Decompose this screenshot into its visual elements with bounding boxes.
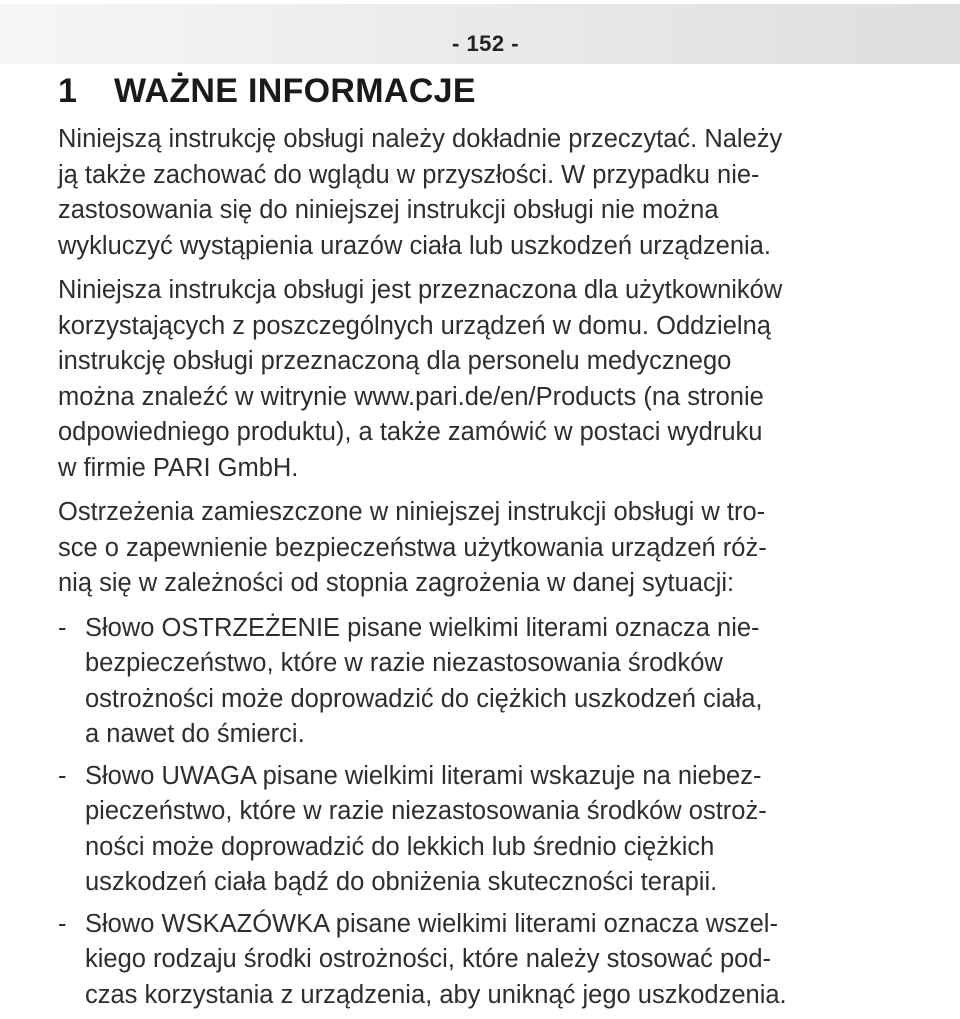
section-heading [58, 72, 476, 111]
text-line: można znaleźć w witrynie www.pari.de/en/Products (na stronie [58, 382, 764, 411]
section-title: WAŻNE INFORMACJE [114, 72, 476, 110]
list-item-wskazowka [58, 907, 938, 1014]
text-line: pieczeństwo, które w razie niezastosowania środków ostroż- [85, 797, 767, 825]
text-line: kiego rodzaju środki ostrożności, które należy stosować pod- [85, 945, 771, 973]
text-line: zastosowania się do niniejszej instrukcji obsługi nie można [58, 196, 719, 224]
text-line: w firmie PARI GmbH. [58, 453, 299, 482]
list-bullet: - [58, 761, 67, 790]
text-line: Ostrzeżenia zamieszczone w niniejszej instrukcji obsługi w tro- [58, 498, 766, 526]
page-number: - 152 - [452, 31, 520, 56]
text-line: wykluczyć wystąpienia urazów ciała lub uszkodzeń urządzenia. [58, 231, 771, 260]
list-item-uwaga [58, 759, 938, 901]
text-line: korzystających z poszczególnych urządzeń w domu. Oddzielną [58, 311, 771, 340]
list-bullet: - [58, 613, 67, 642]
text-line: a nawet do śmierci. [85, 720, 305, 748]
text-line: czas korzystania z urządzenia, aby uniknąć jego uszkodzenia. [85, 980, 787, 1009]
text-line: ności może doprowadzić do lekkich lub średnio ciężkich [85, 832, 715, 861]
text-line: ją także zachować do wglądu w przyszłości. W przypadku nie- [58, 160, 760, 189]
text-line: Słowo OSTRZEŻENIE pisane wielkimi literami oznacza nie- [85, 613, 760, 642]
paragraph-intro [58, 122, 938, 264]
text-line: Słowo UWAGA pisane wielkimi literami wskazuje na niebez- [85, 761, 762, 790]
text-line: nią się w zależności od stopnia zagrożenia w danej sytuacji: [58, 569, 735, 597]
text-line: ostrożności może doprowadzić do ciężkich uszkodzeń ciała, [85, 684, 763, 713]
text-line: odpowiedniego produktu), a także zamówić w postaci wydruku [58, 418, 763, 446]
text-line: bezpieczeństwo, które w razie niezastosowania środków [85, 649, 723, 677]
paragraph-audience [58, 273, 938, 486]
list-item-ostrzezenie [58, 611, 938, 753]
text-line: sce o zapewnienie bezpieczeństwa użytkowania urządzeń róż- [58, 533, 767, 562]
text-line: Niniejszą instrukcję obsługi należy dokładnie przeczytać. Należy [58, 125, 783, 153]
paragraph-warnings-intro [58, 495, 938, 602]
text-line: instrukcję obsługi przeznaczoną dla personelu medycznego [58, 347, 732, 375]
section-number: 1 [58, 72, 78, 110]
text-line: Niniejsza instrukcja obsługi jest przeznaczona dla użytkowników [58, 276, 783, 304]
text-line: Słowo WSKAZÓWKA pisane wielkimi literami oznacza wszel- [85, 909, 778, 938]
list-bullet: - [58, 909, 67, 938]
text-line: uszkodzeń ciała bądź do obniżenia skuteczności terapii. [85, 868, 718, 896]
document-body [58, 122, 938, 1019]
warning-levels-list [58, 611, 938, 1014]
